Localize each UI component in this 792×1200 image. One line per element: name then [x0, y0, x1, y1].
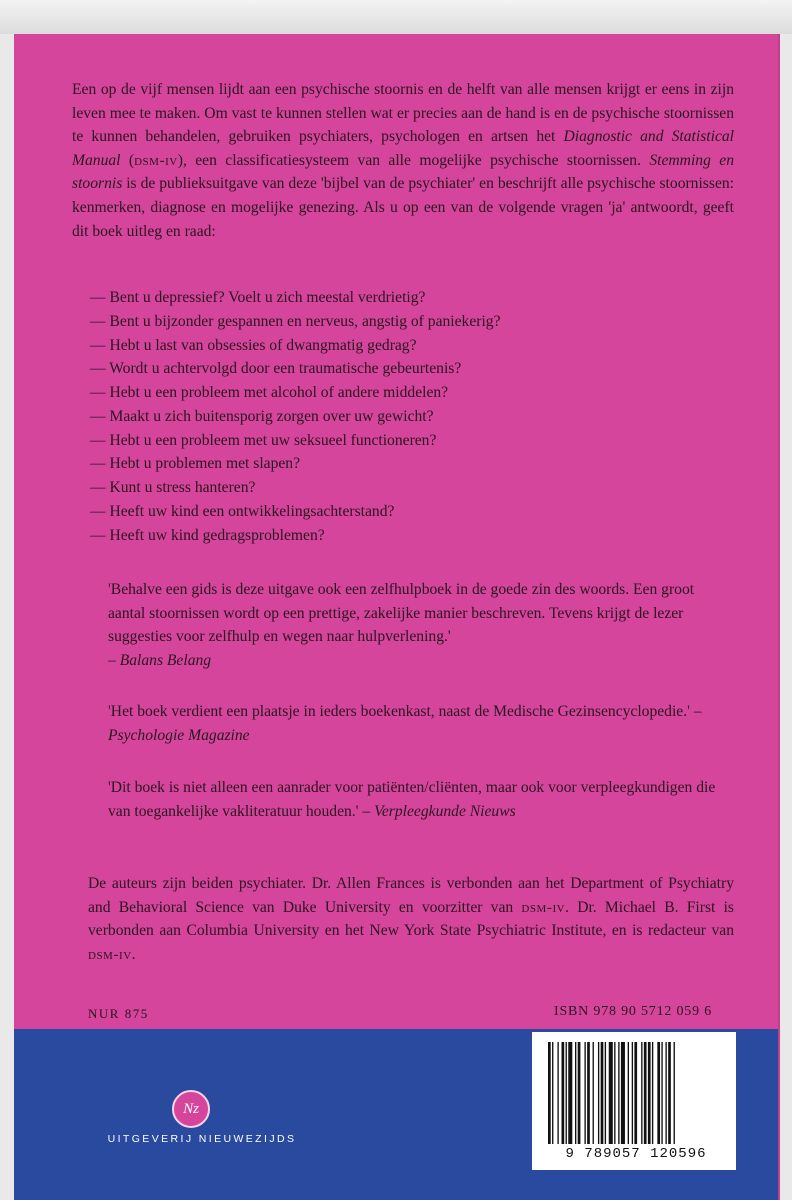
quote-verpleegkunde-nieuws — [108, 776, 718, 823]
question-list — [90, 286, 730, 547]
manual-title: Diagnostic and Statistical Manual — [72, 128, 735, 169]
intro-paragraph — [72, 78, 734, 243]
list-item: — Maakt u zich buitensporig zorgen over uw gewicht? — [90, 407, 434, 425]
list-item: — Hebt u last van obsessies of dwangmatig gedrag? — [90, 336, 417, 354]
barcode — [532, 1032, 736, 1170]
isbn-code: ISBN 978 90 5712 059 6 — [554, 1004, 712, 1019]
dsm-label: dsm-iv — [134, 151, 178, 169]
list-item: — Heeft uw kind gedragsproblemen? — [90, 526, 325, 544]
publisher-logo-icon — [172, 1090, 210, 1128]
dsm-label: dsm-iv — [88, 945, 132, 963]
book-title: Stemming en stoornis — [72, 151, 734, 193]
logo-text: Nz — [183, 1100, 199, 1117]
authors-text-2: . Dr. Michael B. First is verbonden aan Columbia University en het New York State Psychiatric Institute, en is redacteur van — [88, 898, 734, 940]
barcode-number: 9 789057 120596 — [565, 1146, 707, 1162]
publisher-name: UITGEVERIJ NIEUWEZIJDS — [107, 1133, 297, 1145]
list-item: — Bent u bijzonder gespannen en nerveus, angstig of paniekerig? — [90, 312, 501, 330]
list-item: — Heeft uw kind een ontwikkelingsachterstand? — [90, 502, 395, 520]
list-item: — Bent u depressief? Voelt u zich meestal verdrietig? — [90, 289, 426, 306]
quote-text: 'Het boek verdient een plaatsje in ieders boekenkast, naast de Medische Gezinsencyclopedie.' – — [108, 703, 702, 720]
quote-psychologie-magazine — [108, 700, 718, 747]
quote-source: Verpleegkunde Nieuws — [374, 802, 516, 820]
quote-text: 'Dit boek is niet alleen een aanrader voor patiënten/cliënten, maar ook voor verpleegkundigen die van toegankelijke vakliteratuur houden.' – — [108, 779, 716, 820]
quote-source: Psychologie Magazine — [108, 726, 250, 744]
intro-text-3: ), een classificatiesysteem van alle mogelijke psychische stoornissen. — [177, 151, 650, 169]
list-item: — Wordt u achtervolgd door een traumatische gebeurtenis? — [90, 360, 462, 378]
quote-source: – Balans Belang — [108, 651, 212, 669]
intro-text-4: is de publieksuitgave van deze 'bijbel van de psychiater' en beschrijft alle psychische stoornissen: kenmerken, diagnose en mogelijke genezing. Als u op een van de volgende vragen 'ja' antwoordt, geeft dit boek uitleg en raad: — [72, 175, 734, 240]
authors-text-1: De auteurs zijn beiden psychiater. Dr. Allen Frances is verbonden aan het Department of Psychiatry and Behavioral Science van Duke University en voorzitter van — [88, 875, 734, 916]
barcode-bars — [548, 1042, 720, 1144]
dsm-label: dsm-iv — [521, 898, 566, 916]
list-item: — Hebt u problemen met slapen? — [90, 455, 301, 473]
authors-paragraph — [88, 872, 734, 966]
quote-text: 'Behalve een gids is deze uitgave ook een zelfhulpboek in de goede zin des woords. Een groot aantal stoornissen wordt op een prettige, zakelijke manier beschreven. Tevens krijgt de lezer suggesties voor zelfhulp en wegen naar hulpverlening.' — [108, 581, 695, 646]
list-item: — Kunt u stress hanteren? — [90, 479, 256, 496]
quote-balans-belang — [108, 578, 718, 672]
intro-text-1: Een op de vijf mensen lijdt aan een psychische stoornis en de helft van alle mensen krijgt er eens in zijn leven mee te maken. Om vast te kunnen stellen wat er precies aan de hand is en de psychische stoornissen te kunnen behandelen, gebruiken psychiaters, psychologen en artsen het — [72, 81, 734, 146]
page-edge — [0, 0, 792, 34]
intro-text-2: ( — [120, 151, 135, 169]
authors-text-3: . — [131, 945, 136, 963]
list-item: — Hebt u een probleem met alcohol of andere middelen? — [90, 384, 449, 401]
list-item: — Hebt u een probleem met uw seksueel functioneren? — [90, 431, 437, 449]
nur-code: NUR 875 — [88, 1006, 149, 1021]
